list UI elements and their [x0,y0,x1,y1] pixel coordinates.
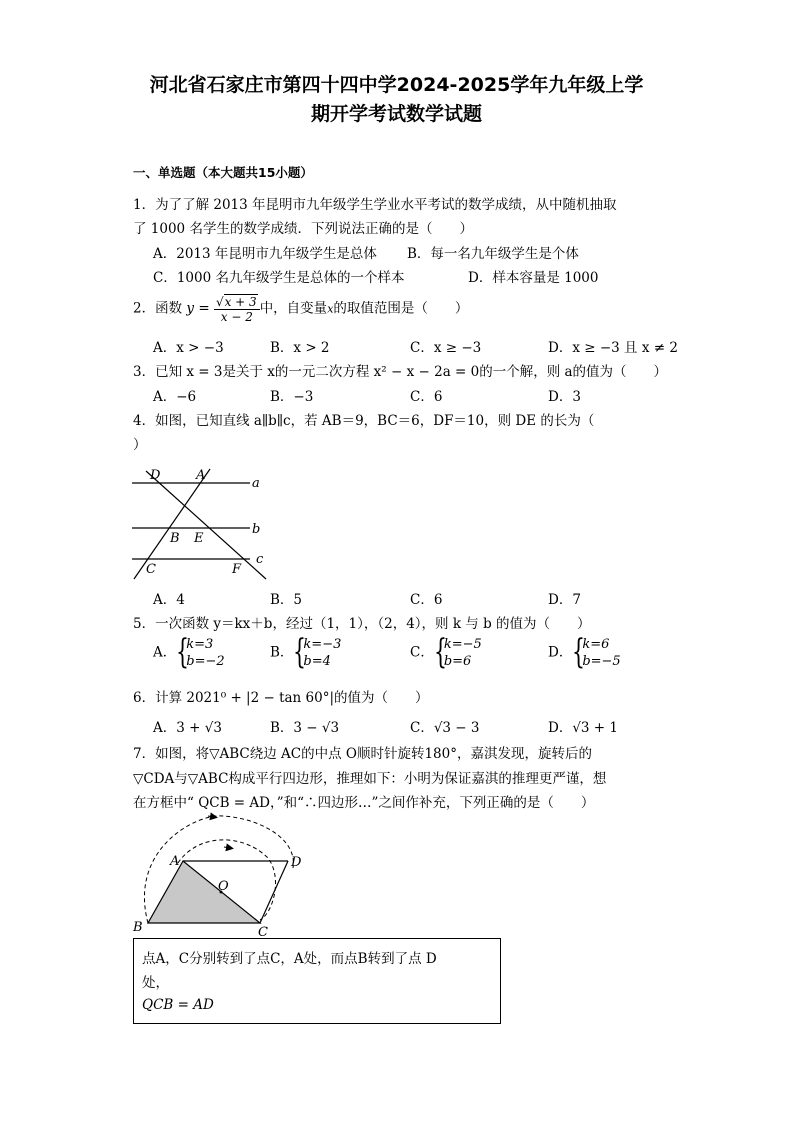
q3-stem: 3．已知 x = 3是关于 x的一元二次方程 x² − x − 2a = 0的一个解，则 a的值为（ ） [133,364,668,380]
q1-option-d: D．样本容量是 1000 [468,270,599,286]
q6-option-c: C．√3 − 3 [410,720,480,736]
label-O: O [218,879,229,894]
q2-fraction: $\frac{√x + 3}{x - 2}$ [214,294,260,324]
q5-option-a: A． { k=3 b=−2 [153,632,225,672]
q5-option-c: C． { k=−5 b=6 [410,632,482,672]
label-F: F [232,562,242,577]
page-title-line1: 河北省石家庄市第四十四中学2024-2025学年九年级上学 [149,74,644,96]
q5-option-d: D． { k=6 b=−5 [548,632,621,672]
q3-option-d: D．3 [548,389,581,405]
page-title-line2: 期开学考试数学试题 [310,103,482,125]
transversal-df [146,471,266,579]
q2-option-d: D．x ≥ −3 且 x ≠ 2 [548,340,678,356]
q6-option-b: B．3 − √3 [270,720,340,736]
q2-option-c: C．x ≥ −3 [410,340,482,356]
q3-option-a: A．−6 [153,389,197,405]
label-c: c [256,552,264,567]
q7-box-line2: 处， [142,975,169,991]
label-B: B [170,531,180,546]
q1-option-c: C．1000 名九年级学生是总体的一个样本 [153,270,405,286]
q2-stem: 2．函数 y = $\frac{√x + 3}{x - 2}$ 中，自变量x的取值范围是（ ） [133,295,469,324]
label-E: E [194,531,204,546]
label-B: B [133,920,143,935]
q7-stem-line3: 在方框中“ QCB = AD，”和“∴四边形…”之间作补充，下列正确的是（ ） [133,795,595,811]
q7-rotation-figure [128,808,318,938]
q4-option-a: A．4 [153,592,185,608]
q7-box-line3: QCB = AD [142,997,214,1013]
q4-stem-line2: ） [133,437,147,453]
label-C: C [146,562,156,577]
q7-box-line1: 点A，C分别转到了点C，A处，而点B转到了点 D [142,951,437,967]
q6-stem: 6．计算 2021⁰ + |2 − tan 60°|的值为（ ） [133,690,429,706]
q6-option-a: A．3 + √3 [153,720,222,736]
q2-option-b: B．x > 2 [270,340,330,356]
label-a: a [252,476,260,491]
q4-parallel-lines-figure [128,463,278,583]
q1-option-a: A．2013 年昆明市九年级学生是总体 [153,246,377,262]
triangle-abc [148,861,260,923]
inner-arc-arrow [224,847,230,848]
q5-option-b: B． { k=−3 b=4 [270,632,342,672]
q4-option-c: C．6 [410,592,443,608]
q7-stem-line1: 7．如图，将▽ABC绕边 AC的中点 O顺时针旋转180°，嘉淇发现，旋转后的 [133,746,592,762]
q4-stem-line1: 4．如图，已知直线 a∥b∥c，若 AB＝9，BC＝6，DF＝10，则 DE 的长为（ [133,413,595,429]
q7-stem-line2: ▽CDA与▽ABC构成平行四边形，推理如下：小明为保证嘉淇的推理更严谨，想 [133,771,607,787]
q7-reasoning-box [133,938,501,1024]
label-D: D [150,468,161,483]
q4-option-d: D．7 [548,592,581,608]
segment-dc [260,861,288,923]
q5-stem: 5．一次函数 y＝kx＋b，经过（1，1），（2，4），则 k 与 b 的值为（ ） [133,616,591,632]
q2-option-a: A．x > −3 [153,340,224,356]
label-D: D [291,855,302,870]
q3-option-c: C．6 [410,389,443,405]
q6-option-d: D．√3 + 1 [548,720,618,736]
section-heading: 一、单选题（本大题共15小题） [133,165,313,180]
label-b: b [252,522,261,537]
label-C: C [258,925,268,938]
q4-option-b: B．5 [270,592,303,608]
q3-option-b: B．−3 [270,389,314,405]
q1-option-b: B．每一名九年级学生是个体 [407,246,579,262]
label-A: A [196,468,206,483]
q1-stem-line1: 1．为了了解 2013 年昆明市九年级学生学业水平考试的数学成绩，从中随机抽取 [133,197,617,213]
q1-stem-line2: 了 1000 名学生的数学成绩．下列说法正确的是（ ） [133,221,473,237]
label-A: A [170,854,180,869]
